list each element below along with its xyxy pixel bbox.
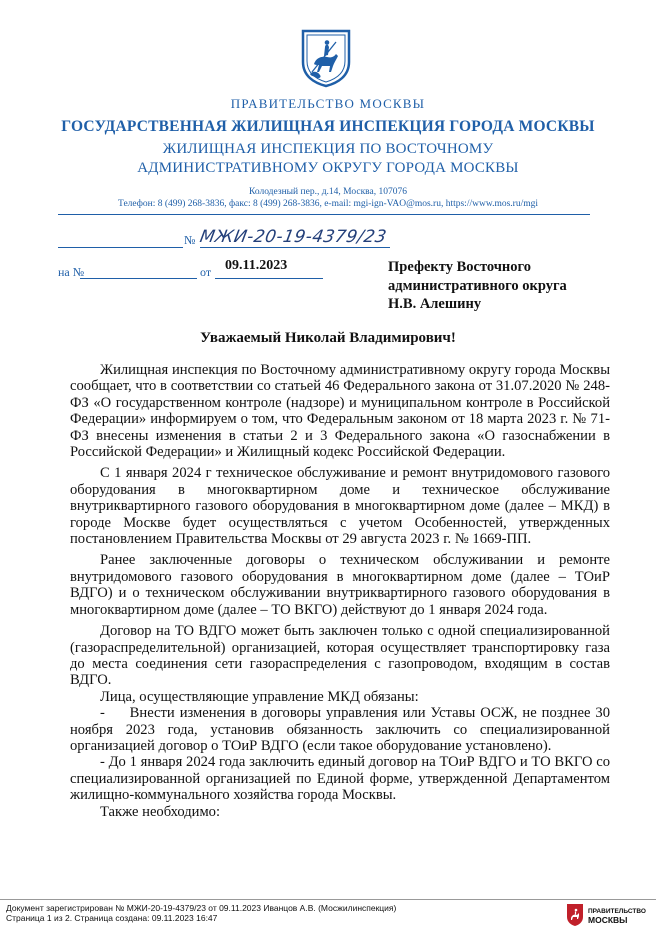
moscow-coat-of-arms-icon: [300, 28, 352, 88]
letterhead-address: Колодезный пер., д.14, Москва, 107076: [248, 187, 408, 197]
list-item: - До 1 января 2024 года заключить единый договор на ТОиР ВДГО и ТО ВКГО со специализированной организацией по Единой форме, утвержденной Департаментом жилищно-коммунального хозяйства города Москвы.: [70, 754, 610, 804]
footer-brand: [588, 908, 646, 924]
government-title: ПРАВИТЕЛЬСТВО МОСКВЫ: [230, 96, 426, 111]
addressee-block: [388, 258, 567, 314]
paragraph: С 1 января 2024 г техническое обслуживание и ремонт внутридомового газового оборудования в многоквартирном доме и техническое обслуживание внутриквартирного газового оборудования в многоквартирном доме (далее – МКД) в городе Москве будет осуществляться с учетом Особенностей, утвержденных постановлением Правительства Москвы от 29 августа 2023 г. № 1669-ПП.: [70, 465, 610, 548]
addressee-line-2: административного округа: [388, 277, 567, 294]
branch-title-line-1: ЖИЛИЩНАЯ ИНСПЕКЦИЯ ПО ВОСТОЧНОМУ: [162, 141, 494, 157]
footer-brand-line-1: ПРАВИТЕЛЬСТВО: [588, 908, 646, 915]
reference-number-line: [80, 278, 197, 279]
footer-line-2: Страница 1 из 2. Страница создана: 09.11.2023 16:47: [6, 913, 218, 923]
moscow-government-logo-icon: [566, 903, 584, 927]
paragraph: Ранее заключенные договоры о техническом обслуживании и ремонте внутридомового газового оборудования в многоквартирном доме (далее – ТОиР ВДГО) и о техническом обслуживании внутриквартирного газового оборудования в многоквартирном доме (далее – ТО ВКГО) действуют до 1 января 2024 года.: [70, 552, 610, 618]
document-date: 09.11.2023: [225, 258, 288, 273]
reference-date-line: [215, 278, 323, 279]
registration-blank-line: [58, 247, 183, 248]
footer-brand-line-2: МОСКВЫ: [588, 915, 628, 925]
addressee-line-1: Префекту Восточного: [388, 259, 532, 275]
inspection-title: ГОСУДАРСТВЕННАЯ ЖИЛИЩНАЯ ИНСПЕКЦИЯ ГОРОДА МОСКВЫ: [61, 118, 595, 135]
registration-number-underline: [200, 247, 390, 248]
letterhead-divider: [58, 214, 590, 215]
registration-number-sign: №: [184, 233, 196, 247]
footer-line-1: Документ зарегистрирован № МЖИ-20-19-4379/23 от 09.11.2023 Иванцов А.В. (Мосжилинспекция): [6, 903, 397, 913]
branch-title-line-2: АДМИНИСТРАТИВНОМУ ОКРУГУ ГОРОДА МОСКВЫ: [137, 160, 519, 176]
paragraph: Договор на ТО ВДГО может быть заключен только с одной специализированной (газораспределительной) организацией, которая осуществляет транспортировку газа до места соединения сети газораспределения с газопроводом, входящим в состав ВДГО.: [70, 623, 610, 689]
paragraph: Также необходимо:: [100, 803, 221, 820]
paragraph: Лица, осуществляющие управление МКД обязаны:: [100, 688, 419, 705]
letter-body: [70, 362, 610, 820]
list-item: - Внести изменения в договоры управления или Уставы ОСЖ, не позднее 30 ноября 2023 года, установив обязанность заключить со специализированной организацией договор о ТОиР ВДГО (если такое оборудование установлено).: [70, 705, 610, 754]
letterhead-contacts: Телефон: 8 (499) 268-3836, факс: 8 (499) 268-3836, e-mail: mgi-ign-VAO@mos.ru, https://www.mos.ru/mgi: [118, 199, 538, 209]
footer-registration-info: [6, 903, 396, 923]
paragraph: Жилищная инспекция по Восточному административному округу города Москвы сообщает, что в соответствии со статьей 46 Федерального закона от 31.07.2020 № 248-ФЗ «О государственном контроле (надзоре) и муниципальном контроле в Российской Федерации» информируем о том, что Федеральным законом от 18 марта 2023 г. № 71-ФЗ внесены изменения в статьи 2 и 3 Федерального закона «О газоснабжении в Российской Федерации» и Жилищный кодекс Российской Федерации.: [70, 362, 610, 461]
reference-number-label: на №: [58, 265, 85, 279]
reference-date-label: от: [200, 265, 212, 279]
registration-number: МЖИ-20-19-4379/23: [198, 227, 389, 247]
salutation: Уважаемый Николай Владимирович!: [200, 330, 456, 346]
addressee-line-3: Н.В. Алешину: [388, 296, 482, 312]
